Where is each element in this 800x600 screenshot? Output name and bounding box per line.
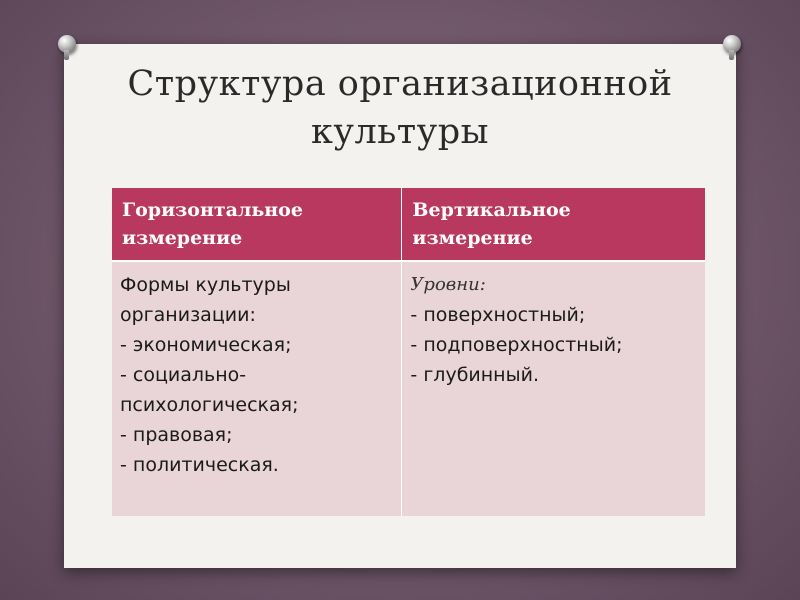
pushpin-icon [723,35,741,53]
slide-title [64,60,736,156]
list-item: - политическая. [120,454,279,476]
list-item: - подповерхностный; [410,334,623,356]
table-row [112,261,705,516]
list-item: - глубинный. [410,364,539,386]
header-text: Горизонтальное [122,199,303,221]
list-item: психологическая; [120,394,299,416]
list-item: - экономическая; [120,334,292,356]
culture-structure-table [112,188,705,516]
cell-heading: Уровни: [410,274,486,295]
table-header-row [112,188,705,261]
title-line-2: культуры [311,112,489,152]
header-text: Вертикальное [412,199,571,221]
cell-culture-forms [112,261,402,516]
header-text: измерение [122,227,243,249]
header-vertical-dimension [402,188,705,261]
header-horizontal-dimension [112,188,402,261]
list-item: - социально- [120,364,247,386]
pushpin-icon [58,35,76,53]
cell-heading: организации: [120,304,256,326]
cell-heading: Формы культуры [120,274,291,296]
list-item: - поверхностный; [410,304,586,326]
cell-levels [402,261,705,516]
title-line-1: Структура организационной [127,64,673,104]
list-item: - правовая; [120,424,233,446]
header-text: измерение [412,227,533,249]
